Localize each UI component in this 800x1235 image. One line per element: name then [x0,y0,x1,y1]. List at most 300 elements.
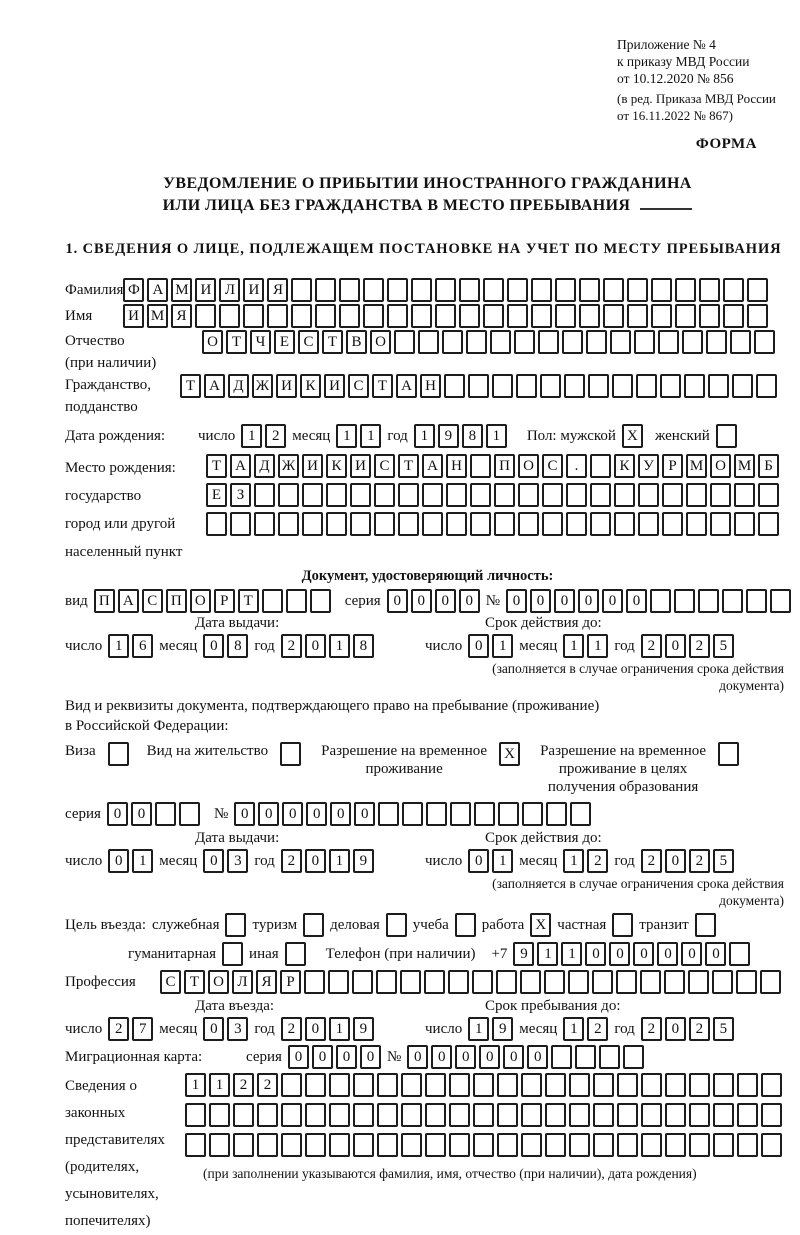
char-cell[interactable] [286,589,307,613]
char-cell[interactable]: 1 [132,849,153,873]
char-cell[interactable] [754,330,775,354]
char-cell[interactable]: М [734,454,755,478]
char-cell[interactable] [708,374,729,398]
char-cell[interactable] [257,1133,278,1157]
char-cell[interactable] [315,304,336,328]
char-cell[interactable]: И [276,374,297,398]
char-cell[interactable]: А [396,374,417,398]
char-cell[interactable] [363,278,384,302]
char-cell[interactable] [588,374,609,398]
char-cell[interactable] [713,1073,734,1097]
char-cell[interactable]: 9 [492,1017,513,1041]
char-cell[interactable] [352,970,373,994]
char-cell[interactable] [449,1073,470,1097]
char-cell[interactable]: 8 [462,424,483,448]
char-cell[interactable] [686,483,707,507]
char-cell[interactable]: 0 [411,589,432,613]
char-cell[interactable] [723,304,744,328]
purpose-tourism-checkbox[interactable] [303,913,324,937]
char-cell[interactable]: К [300,374,321,398]
char-cell[interactable]: А [118,589,139,613]
purpose-business-checkbox[interactable] [386,913,407,937]
char-cell[interactable]: 2 [641,634,662,658]
char-cell[interactable] [497,1073,518,1097]
char-cell[interactable]: 0 [203,849,224,873]
char-cell[interactable]: 0 [312,1045,333,1069]
char-cell[interactable] [490,330,511,354]
sex-female-checkbox[interactable] [716,424,737,448]
char-cell[interactable]: 0 [131,802,152,826]
purpose-humanitarian-checkbox[interactable] [222,942,243,966]
char-cell[interactable] [522,802,543,826]
char-cell[interactable]: В [346,330,367,354]
char-cell[interactable] [209,1133,230,1157]
char-cell[interactable] [326,483,347,507]
char-cell[interactable]: 0 [288,1045,309,1069]
char-cell[interactable] [377,1133,398,1157]
char-cell[interactable] [638,483,659,507]
temp-residence-checkbox[interactable]: X [499,742,520,766]
char-cell[interactable] [603,278,624,302]
char-cell[interactable]: О [202,330,223,354]
char-cell[interactable] [425,1103,446,1127]
char-cell[interactable]: И [324,374,345,398]
char-cell[interactable] [254,512,275,536]
char-cell[interactable]: Т [398,454,419,478]
char-cell[interactable]: 0 [435,589,456,613]
char-cell[interactable] [401,1073,422,1097]
temp-residence-edu-checkbox[interactable] [718,742,739,766]
char-cell[interactable]: 2 [587,849,608,873]
char-cell[interactable]: О [190,589,211,613]
char-cell[interactable]: П [494,454,515,478]
char-cell[interactable] [448,970,469,994]
sex-male-checkbox[interactable]: X [622,424,643,448]
char-cell[interactable] [627,304,648,328]
char-cell[interactable] [651,278,672,302]
char-cell[interactable] [387,278,408,302]
char-cell[interactable]: 2 [587,1017,608,1041]
char-cell[interactable] [723,278,744,302]
char-cell[interactable] [328,970,349,994]
char-cell[interactable] [243,304,264,328]
char-cell[interactable] [760,970,781,994]
char-cell[interactable] [179,802,200,826]
char-cell[interactable]: Д [228,374,249,398]
char-cell[interactable] [641,1073,662,1097]
char-cell[interactable] [542,512,563,536]
char-cell[interactable] [444,374,465,398]
purpose-other-checkbox[interactable] [285,942,306,966]
char-cell[interactable] [233,1103,254,1127]
char-cell[interactable]: 2 [689,634,710,658]
char-cell[interactable]: Т [238,589,259,613]
char-cell[interactable] [520,970,541,994]
char-cell[interactable]: 1 [329,634,350,658]
char-cell[interactable] [470,512,491,536]
char-cell[interactable] [545,1073,566,1097]
char-cell[interactable]: 0 [360,1045,381,1069]
char-cell[interactable]: Р [214,589,235,613]
char-cell[interactable] [507,278,528,302]
char-cell[interactable] [472,970,493,994]
char-cell[interactable] [281,1133,302,1157]
char-cell[interactable]: 2 [689,849,710,873]
char-cell[interactable] [267,304,288,328]
char-cell[interactable] [746,589,767,613]
char-cell[interactable] [599,1045,620,1069]
char-cell[interactable] [466,330,487,354]
char-cell[interactable] [531,304,552,328]
char-cell[interactable]: И [350,454,371,478]
char-cell[interactable] [310,589,331,613]
char-cell[interactable]: 9 [353,1017,374,1041]
char-cell[interactable]: 8 [227,634,248,658]
char-cell[interactable]: 0 [203,634,224,658]
char-cell[interactable] [435,278,456,302]
char-cell[interactable] [402,802,423,826]
char-cell[interactable]: Ф [123,278,144,302]
char-cell[interactable] [315,278,336,302]
char-cell[interactable] [675,304,696,328]
char-cell[interactable]: Ч [250,330,271,354]
char-cell[interactable] [422,483,443,507]
char-cell[interactable] [426,802,447,826]
char-cell[interactable]: С [542,454,563,478]
char-cell[interactable] [713,1103,734,1127]
char-cell[interactable]: 3 [227,849,248,873]
char-cell[interactable]: 0 [455,1045,476,1069]
char-cell[interactable]: М [686,454,707,478]
char-cell[interactable]: П [94,589,115,613]
char-cell[interactable] [684,374,705,398]
char-cell[interactable]: 0 [506,589,527,613]
char-cell[interactable] [302,483,323,507]
char-cell[interactable] [387,304,408,328]
char-cell[interactable] [770,589,791,613]
char-cell[interactable]: 0 [479,1045,500,1069]
char-cell[interactable] [623,1045,644,1069]
char-cell[interactable]: 1 [561,942,582,966]
char-cell[interactable] [706,330,727,354]
char-cell[interactable] [305,1103,326,1127]
char-cell[interactable] [185,1103,206,1127]
char-cell[interactable] [350,483,371,507]
char-cell[interactable] [304,970,325,994]
char-cell[interactable] [435,304,456,328]
char-cell[interactable] [686,512,707,536]
char-cell[interactable] [494,483,515,507]
char-cell[interactable] [555,304,576,328]
char-cell[interactable] [689,1103,710,1127]
char-cell[interactable] [569,1073,590,1097]
char-cell[interactable] [722,589,743,613]
char-cell[interactable] [758,483,779,507]
char-cell[interactable]: 3 [227,1017,248,1041]
char-cell[interactable] [614,512,635,536]
char-cell[interactable] [449,1103,470,1127]
char-cell[interactable]: Т [184,970,205,994]
char-cell[interactable] [593,1133,614,1157]
char-cell[interactable]: Л [232,970,253,994]
char-cell[interactable]: 1 [563,1017,584,1041]
char-cell[interactable] [473,1073,494,1097]
char-cell[interactable] [411,278,432,302]
char-cell[interactable] [394,330,415,354]
char-cell[interactable] [612,374,633,398]
char-cell[interactable]: Т [372,374,393,398]
char-cell[interactable]: 0 [258,802,279,826]
char-cell[interactable] [590,454,611,478]
char-cell[interactable] [155,802,176,826]
char-cell[interactable] [254,483,275,507]
char-cell[interactable] [566,483,587,507]
char-cell[interactable] [507,304,528,328]
char-cell[interactable]: 5 [713,1017,734,1041]
char-cell[interactable] [545,1133,566,1157]
char-cell[interactable]: 1 [492,849,513,873]
char-cell[interactable]: 0 [305,1017,326,1041]
char-cell[interactable]: П [166,589,187,613]
char-cell[interactable]: 1 [329,849,350,873]
char-cell[interactable]: 0 [306,802,327,826]
char-cell[interactable] [450,802,471,826]
char-cell[interactable] [449,1133,470,1157]
char-cell[interactable] [570,802,591,826]
char-cell[interactable]: И [302,454,323,478]
char-cell[interactable] [468,374,489,398]
char-cell[interactable] [350,512,371,536]
char-cell[interactable]: 2 [689,1017,710,1041]
char-cell[interactable] [492,374,513,398]
char-cell[interactable]: С [160,970,181,994]
char-cell[interactable]: С [374,454,395,478]
char-cell[interactable] [662,512,683,536]
char-cell[interactable] [424,970,445,994]
char-cell[interactable]: 1 [492,634,513,658]
char-cell[interactable]: Е [274,330,295,354]
char-cell[interactable] [459,278,480,302]
char-cell[interactable]: 0 [665,634,686,658]
char-cell[interactable]: 0 [681,942,702,966]
char-cell[interactable]: 0 [305,634,326,658]
char-cell[interactable] [185,1133,206,1157]
char-cell[interactable] [761,1133,782,1157]
char-cell[interactable] [662,483,683,507]
char-cell[interactable]: Б [758,454,779,478]
char-cell[interactable]: 2 [265,424,286,448]
char-cell[interactable] [339,304,360,328]
char-cell[interactable] [562,330,583,354]
purpose-study-checkbox[interactable] [455,913,476,937]
char-cell[interactable] [641,1133,662,1157]
char-cell[interactable] [521,1133,542,1157]
char-cell[interactable] [747,304,768,328]
char-cell[interactable] [398,512,419,536]
char-cell[interactable]: 2 [281,1017,302,1041]
char-cell[interactable] [579,304,600,328]
char-cell[interactable] [566,512,587,536]
char-cell[interactable] [459,304,480,328]
char-cell[interactable] [603,304,624,328]
char-cell[interactable] [590,512,611,536]
char-cell[interactable] [497,1133,518,1157]
char-cell[interactable]: 1 [336,424,357,448]
char-cell[interactable] [425,1133,446,1157]
char-cell[interactable] [634,330,655,354]
char-cell[interactable]: 9 [353,849,374,873]
char-cell[interactable]: 0 [585,942,606,966]
char-cell[interactable] [710,483,731,507]
char-cell[interactable] [329,1103,350,1127]
char-cell[interactable]: 2 [108,1017,129,1041]
char-cell[interactable]: Я [171,304,192,328]
purpose-transit-checkbox[interactable] [695,913,716,937]
char-cell[interactable]: А [204,374,225,398]
char-cell[interactable]: Р [280,970,301,994]
char-cell[interactable] [734,512,755,536]
char-cell[interactable]: 0 [554,589,575,613]
char-cell[interactable]: 9 [438,424,459,448]
char-cell[interactable] [446,483,467,507]
char-cell[interactable]: 0 [305,849,326,873]
char-cell[interactable] [638,512,659,536]
char-cell[interactable] [483,278,504,302]
purpose-official-checkbox[interactable] [225,913,246,937]
char-cell[interactable]: 0 [108,849,129,873]
char-cell[interactable] [756,374,777,398]
char-cell[interactable] [398,483,419,507]
char-cell[interactable] [377,1073,398,1097]
char-cell[interactable]: 2 [641,849,662,873]
char-cell[interactable]: 0 [527,1045,548,1069]
char-cell[interactable] [698,589,719,613]
char-cell[interactable] [302,512,323,536]
char-cell[interactable] [521,1103,542,1127]
char-cell[interactable]: 1 [587,634,608,658]
char-cell[interactable]: 6 [132,634,153,658]
char-cell[interactable] [640,970,661,994]
char-cell[interactable]: 0 [665,849,686,873]
char-cell[interactable] [518,483,539,507]
char-cell[interactable] [699,278,720,302]
char-cell[interactable] [747,278,768,302]
char-cell[interactable] [363,304,384,328]
char-cell[interactable] [544,970,565,994]
char-cell[interactable] [579,278,600,302]
char-cell[interactable] [568,970,589,994]
char-cell[interactable] [675,278,696,302]
char-cell[interactable]: 0 [354,802,375,826]
char-cell[interactable]: 0 [633,942,654,966]
char-cell[interactable]: 0 [626,589,647,613]
char-cell[interactable]: 0 [530,589,551,613]
char-cell[interactable] [281,1103,302,1127]
char-cell[interactable] [540,374,561,398]
char-cell[interactable] [688,970,709,994]
char-cell[interactable] [473,1103,494,1127]
char-cell[interactable] [729,942,750,966]
char-cell[interactable] [470,483,491,507]
char-cell[interactable] [660,374,681,398]
char-cell[interactable]: 5 [713,634,734,658]
char-cell[interactable] [401,1133,422,1157]
char-cell[interactable]: О [710,454,731,478]
char-cell[interactable]: И [243,278,264,302]
char-cell[interactable]: 8 [353,634,374,658]
char-cell[interactable]: 1 [185,1073,206,1097]
char-cell[interactable]: Я [267,278,288,302]
char-cell[interactable] [616,970,637,994]
purpose-work-checkbox[interactable]: X [530,913,551,937]
char-cell[interactable] [425,1073,446,1097]
char-cell[interactable]: Ж [252,374,273,398]
char-cell[interactable]: 0 [203,1017,224,1041]
char-cell[interactable] [569,1133,590,1157]
char-cell[interactable]: 0 [387,589,408,613]
char-cell[interactable] [305,1133,326,1157]
residence-permit-checkbox[interactable] [280,742,301,766]
char-cell[interactable] [651,304,672,328]
char-cell[interactable] [682,330,703,354]
char-cell[interactable]: С [142,589,163,613]
char-cell[interactable]: . [566,454,587,478]
char-cell[interactable] [699,304,720,328]
char-cell[interactable] [617,1073,638,1097]
char-cell[interactable]: А [230,454,251,478]
char-cell[interactable] [569,1103,590,1127]
char-cell[interactable]: 0 [657,942,678,966]
char-cell[interactable] [665,1133,686,1157]
char-cell[interactable] [518,512,539,536]
char-cell[interactable]: 1 [209,1073,230,1097]
char-cell[interactable] [219,304,240,328]
char-cell[interactable]: 2 [233,1073,254,1097]
char-cell[interactable] [329,1133,350,1157]
char-cell[interactable] [546,802,567,826]
char-cell[interactable] [658,330,679,354]
char-cell[interactable]: 9 [513,942,534,966]
char-cell[interactable]: 1 [241,424,262,448]
char-cell[interactable]: У [638,454,659,478]
char-cell[interactable]: Т [180,374,201,398]
char-cell[interactable]: 0 [705,942,726,966]
char-cell[interactable]: 5 [713,849,734,873]
char-cell[interactable] [665,1103,686,1127]
char-cell[interactable] [353,1103,374,1127]
char-cell[interactable]: 1 [360,424,381,448]
char-cell[interactable] [590,483,611,507]
char-cell[interactable] [326,512,347,536]
char-cell[interactable]: 0 [330,802,351,826]
char-cell[interactable] [498,802,519,826]
char-cell[interactable]: 0 [468,634,489,658]
char-cell[interactable]: 0 [407,1045,428,1069]
char-cell[interactable]: 0 [665,1017,686,1041]
char-cell[interactable] [736,970,757,994]
char-cell[interactable] [614,483,635,507]
char-cell[interactable] [291,278,312,302]
char-cell[interactable]: 1 [468,1017,489,1041]
char-cell[interactable] [689,1133,710,1157]
char-cell[interactable] [281,1073,302,1097]
char-cell[interactable] [737,1133,758,1157]
char-cell[interactable] [617,1103,638,1127]
char-cell[interactable]: К [614,454,635,478]
char-cell[interactable]: И [195,278,216,302]
char-cell[interactable] [689,1073,710,1097]
char-cell[interactable] [257,1103,278,1127]
